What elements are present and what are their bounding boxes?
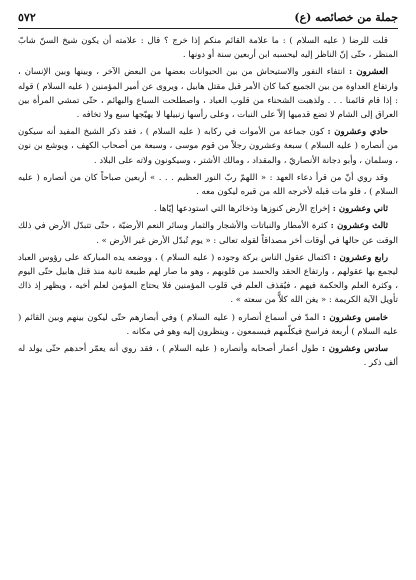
paragraph [18, 251, 398, 308]
paragraph-lead: رابع وعشرون : [333, 252, 388, 263]
paragraph-lead: ثالث وعشرون : [330, 221, 389, 232]
paragraph-lead: سادس وعشرون : [321, 344, 389, 355]
page-number: ٥٧٢ [18, 11, 36, 24]
paragraph-text: كثرة الأمطار والنباتات والأشجار والثمار وسائر النعم الأرضيّة ، حتّى تتبدّل الأرض في ذلك الوقت عن حالها في أوقات أخر مصداقاً لقوله تعالى : « يوم تُبدّل الأرض غير الأرض » . [18, 221, 398, 246]
paragraph [18, 311, 398, 339]
paragraph [18, 65, 398, 122]
paragraph [18, 171, 398, 199]
paragraph-text: انتفاء النفور والاستيحاش من بين الحيوانات بعضها من البعض الآخر ، وبينها وبين الإنسان ، وارتفاع العداوة من بين الجميع كما كان الأمر قبل مقتل هابيل ، ويروى عن أمير المؤمنين ( عليه السلام ) قوله : إذا قام قائمنا . . . ولذهبت الشحناء من قلوب العباد ، واصطلحت السباع والبهائم ، حتّى تمشي المرأة بين العراق إلى الشام لا تضع قدميها إلاّ على النبات ، وعلى رأسها زنبيلها لا يهيّجها سبع ولا تخافه . [18, 67, 398, 121]
paragraph-text: وقد روي أنّ من قرأ دعاء العهد : « اللهمّ ربّ النور العظيم . . . » أربعين صباحاً كان من أنصاره ( عليه السلام ) ، فلو مات قبله لأخرجه الله من قبره ليكون معه . [18, 172, 398, 198]
paragraph [18, 219, 398, 247]
paragraph-text: اكتمال عقول الناس بركة وجوده ( عليه السلام ) ، ووضعه يده المباركة على رؤوس العباد ليجمع بها عقولهم ، وارتفاع الحقد والحسد من قلوبهم ، وهو ما صار لهم طبيعة ثانية منذ قتل هابيل حتّى اليوم ، وكثرة العلم والحكمة فيهم ، فيُقذف العلم في قلوب المؤمنين فلا يحتاج المؤمن لعلم أخيه ، ويظهر إذ ذاك تأويل الآية الكريمة : « يغن الله كلاًّ من سعته » . [18, 252, 398, 306]
paragraph-lead: ثاني وعشرون : [332, 204, 388, 215]
page-body [18, 34, 398, 370]
paragraph [18, 202, 398, 216]
paragraph [18, 342, 398, 370]
paragraph-text: طول أعمار أصحابه وأنصاره ( عليه السلام ) ، فقد روي أنه يعمّر أحدهم حتّى يولد له ألف ذكر . [18, 344, 398, 369]
paragraph [18, 125, 398, 168]
paragraph-lead: العشرون : [348, 67, 388, 78]
paragraph-text: المدّ في أسماع أنصاره ( عليه السلام ) وفي أبصارهم حتّى ليكون بينهم وبين القائم ( عليه السلام ) أربعة فراسخ فيكلّمهم فيسمعون ، وينظرون إليه وهو في مكانه . [18, 312, 398, 337]
paragraph-lead: خامس وعشرون : [322, 312, 388, 323]
paragraph [18, 34, 398, 62]
header-divider [18, 28, 398, 29]
paragraph-text: قلت للرضا ( عليه السلام ) : ما علامة القائم منكم إذا خرج ؟ قال : علامته أن يكون شيخ السنّ شابّ المنظر ، حتّى إنّ الناظر إليه ليحسبه ابن أربعين سنة أو دونها . [18, 36, 398, 61]
running-title: جملة من خصائصه (ع) [294, 11, 398, 24]
paragraph-lead: حادي وعشرون : [327, 127, 389, 138]
paragraph-text: إخراج الأرض كنوزها وذخائرها التي استودعها إيّاها . [153, 204, 331, 215]
paragraph-text: كون جماعة من الأموات في ركابه ( عليه السلام ) ، فقد ذكر الشيخ المفيد أنه سيكون من أنصاره ( عليه السلام ) سبعة وعشرون رجلاً من قوم موسى ، وسبعة من أصحاب الكهف ، ويوشع بن نون ، وسلمان ، وأبو دجانة الأنصاريّ ، والمقداد ، ومالك الأشتر ، وسيكونون ولاته على البلاد . [18, 127, 398, 166]
page-header [18, 6, 398, 24]
